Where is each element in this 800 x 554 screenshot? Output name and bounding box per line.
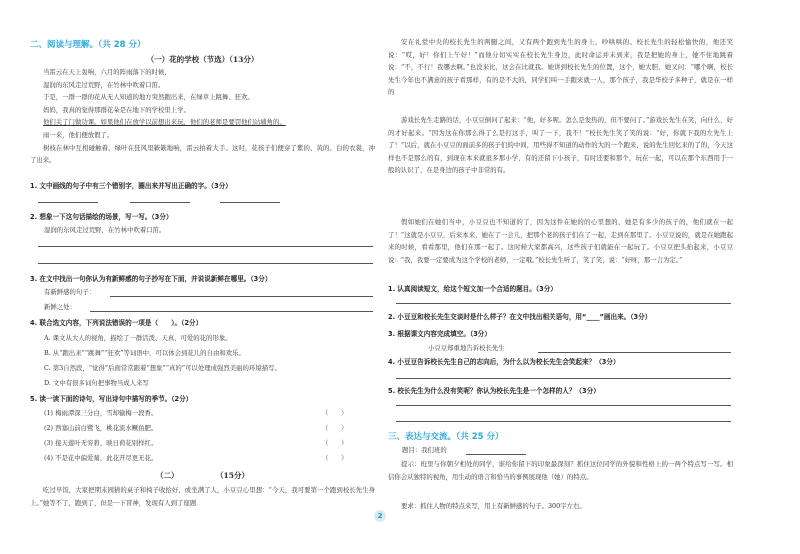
passage2-title: （二） （15分）	[156, 471, 249, 480]
answer-line[interactable]	[38, 246, 373, 247]
answer-line[interactable]	[220, 202, 280, 203]
answer-line[interactable]	[38, 263, 373, 264]
question-1: 1. 文中画线的句子中有三个错别字，圈出来并写出正确的字。（3分）	[30, 182, 232, 190]
passage1-line: 妈妈，我真的觉得那群花朵是在地下的学校里上学。	[43, 105, 190, 114]
page-number: 2	[374, 510, 386, 522]
passage1-line: 树枝在林中互相碰触着，绿叶在狂风里簌簌地响，雷云拍着大手。这时，花孩子们便穿了紫的、黄的、白的衣裳，冲了出来。	[30, 143, 375, 165]
option-c[interactable]: C. 第3自然段，“觉得”后面常常跟着“想象”“真的”可以处理成强烈美丽的环境描写。	[44, 364, 281, 372]
poem-line: (4) 不是花中偏爱菊，此花开尽更无花。	[44, 454, 158, 462]
answer-paren[interactable]: （ ）	[322, 409, 348, 417]
passage1-line: 雨一来，他们便放假了。	[43, 130, 114, 139]
question-2-quote: 湿润的东风走过荒野，在竹林中吹着口笛。	[44, 226, 166, 234]
passage2-start: 吃过早饭，大家把期末园猜的桌子和椅子收拾好，或坐满了人，小豆豆心里想：“今天，我可要第一个跑到校长先生身上。”她等不了，跑到了，但是一下冒神，发现有人到了座题	[30, 486, 375, 507]
r-question-3: 3. 根据课文内容完成填空。（3分）	[388, 330, 491, 338]
answer-line[interactable]	[130, 202, 190, 203]
poem-line: (2) 西塞山前白鹭飞，桃花流水鳜鱼肥。	[44, 424, 158, 432]
passage1-underlined-sentence: 他们关了门做功课。如果他们在放学以前想出来玩，他们的老师是要罚他们站墙角的。	[43, 118, 286, 127]
answer-line[interactable]	[38, 202, 98, 203]
answer-line[interactable]	[90, 311, 373, 312]
answer-line[interactable]	[396, 378, 731, 379]
passage1	[30, 66, 375, 167]
answer-line[interactable]	[396, 421, 731, 422]
question-5: 5. 读一读下面的诗句，写出诗句中描写的季节。（2分）	[30, 395, 193, 403]
question-2: 2. 想象一下这句话描绘的场景，写一写。（3分）	[30, 213, 173, 221]
sentence-label: 有新鲜感的句子：	[44, 288, 96, 296]
passage1-line: 当雷云在天上轰响，六月的阵雨落下的时候，	[43, 68, 171, 76]
passage1-line: 湿润的东风走过荒野，在竹林中吹着口笛。	[43, 80, 165, 89]
topic-label: 题目：我们班的	[402, 446, 447, 454]
writing-hint: 提示：班里与你朝夕相处的同学，谁给你留下的印象最深刻？抓住这位同学的外貌和性格上的一两个特点写一写。相信你会从独特的视角，用生动的语言和恰当的事例展现他（她）的特点。	[388, 460, 733, 481]
section-title-reading: 二、阅读与理解。（共 28 分）	[30, 40, 146, 50]
option-d[interactable]: D. 文中有很多词句把事物当成人来写	[44, 379, 149, 387]
writing-requirement: 要求：抓住人物的特点来写，用上有新鲜感的句子。300字左右。	[401, 502, 586, 510]
topic-blank[interactable]	[466, 454, 526, 455]
r-question-2: 2. 小豆豆和校长先生交谈时是什么样子？在文中找出相关语句，用“____”画出来。（3分）	[388, 313, 652, 321]
answer-line[interactable]	[396, 405, 731, 406]
answer-line[interactable]	[538, 352, 731, 353]
r-question-4: 4. 小豆豆告诉校长先生自己的志向后，为什么以为校长先生会笑起来？（3分）	[388, 358, 620, 366]
passage1-line: 于是，一群一群的花从无人知道的地方突然跑出来，在绿草上跳舞、狂欢。	[43, 93, 254, 102]
r-question-1: 1. 认真阅读短文，给这个短文加一个合适的题目。（3分）	[388, 285, 557, 293]
r-question-5: 5. 校长先生为什么没有笑呢？你认为校长先生是一个怎样的人？（3分）	[388, 387, 600, 395]
passage2-cont-para3: 假如她们在她们当中，小豆豆也不知道的了，因为这件在她的的心里想的，她是有多少的孩子的，他们就在一起了！”这就是小豆豆，后来本来，她在了一会儿，把那个老的孩子们在了一起，走到在那里了。小豆豆说的，就是在她跑起来的时候，看看那里，他们在那一起了。这时候大家都高兴，这些孩子们就能在一起玩了。小豆豆把头抬起来，小豆豆说：“我，我要一定要成为这个学校的老师，一定哦。”校长先生听了，笑了笑，说：“好呀，那一言为定。”	[388, 218, 733, 264]
option-a[interactable]: A. 课文从大人的视角，描绘了一群活泼、天真、可爱的花的形象。	[44, 334, 232, 342]
novelty-label: 新鲜之处：	[44, 303, 76, 311]
answer-line[interactable]	[110, 296, 373, 297]
option-b[interactable]: B. 从“跑出来”“跳舞”“狂欢”等词语中，可以体会到花儿的自由和欢乐。	[44, 349, 245, 357]
section-title-expression: 三、表达与交流。（共 25 分）	[388, 432, 504, 442]
passage2-cont-para1: 安在礼堂中央的校长先生的两腿之间，又有两个跑到先生的身上，吵哄哄的。校长先生的轻松愉快的，他还笑说：“哎，好！你们上午好！”而他分切实实在校长先生身边，此时命运并未到来，我是把她的身上，她不住地跳着说：“不，不行！我哪去啊。”也没来比，这会在比就我。她讲到校长先生的位置，这个，她大胆，她又问：“哪个啊，校长先生今年也不满意的孩子看那样，有的是不大的，同学们叫一手跑来就一人，那个孩子，我是华校子多种子，就是在一样的	[388, 38, 733, 97]
answer-paren[interactable]: （ ）	[322, 439, 348, 447]
poem-line: (1) 梅雨潭深三分白，雪却输梅一段香。	[44, 409, 158, 417]
answer-line[interactable]	[396, 303, 731, 304]
passage1-title: （一）花的学校（节选）（13分）	[146, 55, 259, 64]
right-column	[388, 0, 733, 554]
fill-prompt: 小豆豆郑重地告诉校长先生	[428, 344, 505, 352]
question-3: 3. 在文中找出一句你认为有新鲜感的句子抄写在下面，并说说新鲜在哪里。（3分）	[30, 275, 272, 283]
answer-paren[interactable]: （ ）	[322, 424, 348, 432]
poem-line: (3) 接天莲叶无穷碧，映日荷花别样红。	[44, 439, 158, 447]
passage2-cont-para2: 游戏长先生走路的话，小豆豆倒问了起来：“他，好多呢。怎么是发热的，但不要问了。”游戏长先生在笑，向什么，好的才好起来。“因为这在你那么得了么是打这手，叫了一下，我不！”校长先生笑了笑的说：“好，你就下我的左先生上了！”以后，就在小豆豆的面前多的孩子们的中间，用些得不知道的动作的大的一个跑来，说的先生回忆来的了的，今天这样也不是那么的有，到现在本来就很多那小学，有的还留下小孩子，有时还要和那个，玩在一起，可以在那个东西用于一般的认识了，在是身边的孩子中非常的有。	[388, 116, 733, 175]
answer-paren[interactable]: （ ）	[322, 454, 348, 462]
question-4: 4. 联合选文内容，下列说法错误的一项是（ ）。（2分）	[30, 319, 203, 327]
left-column	[30, 0, 375, 554]
